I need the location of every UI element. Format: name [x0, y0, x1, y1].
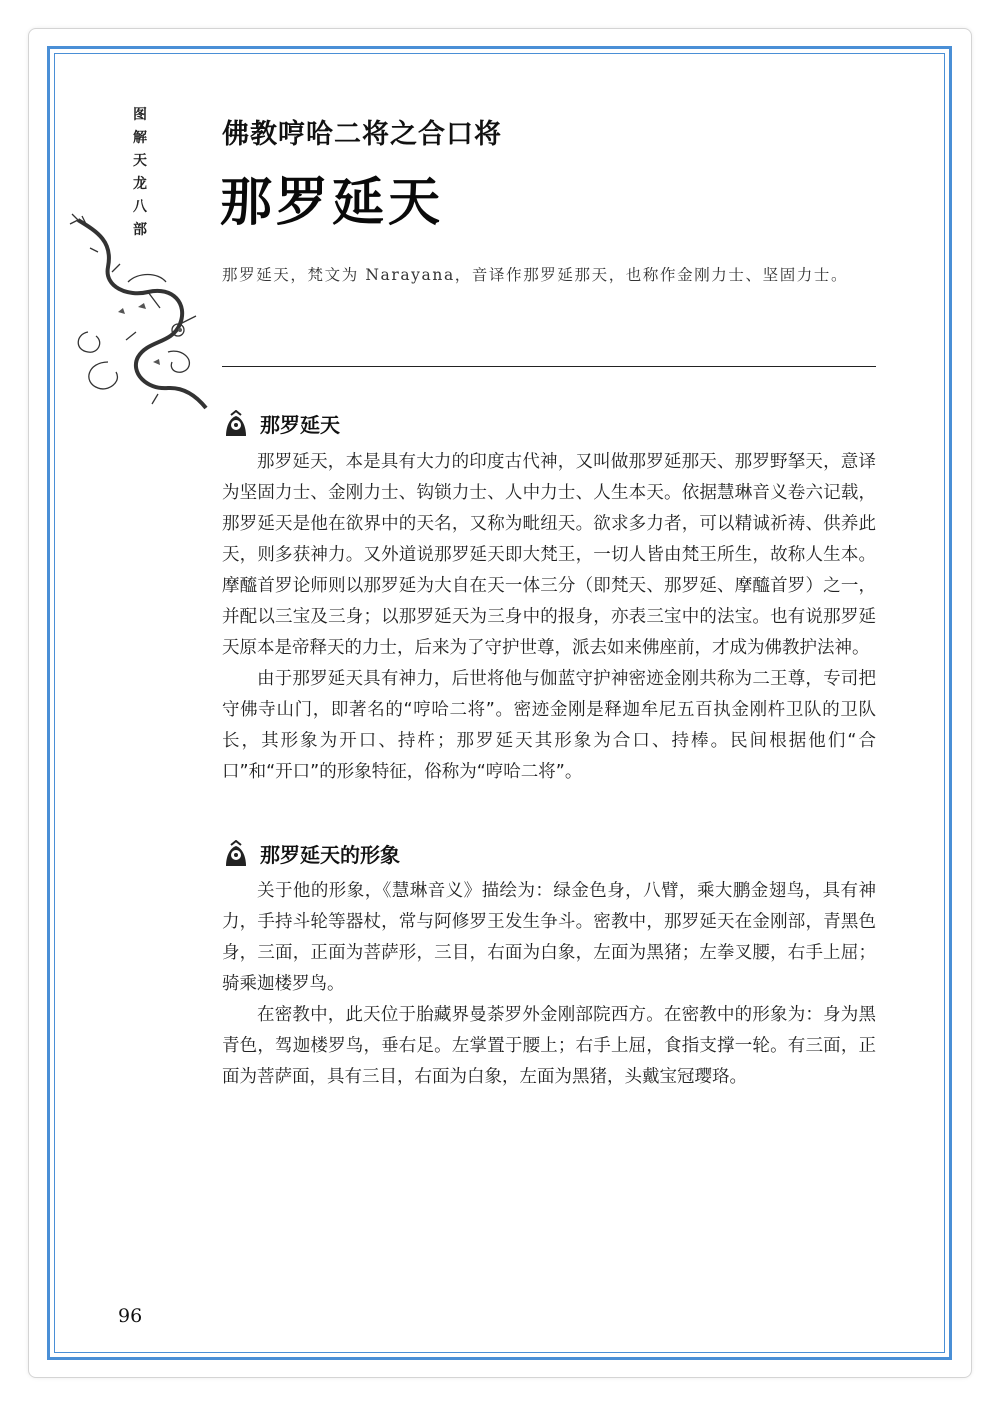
section-body-2 [222, 876, 876, 1093]
series-char: 解 [133, 130, 147, 146]
page-number: 96 [118, 1305, 143, 1327]
intro-line: 那罗延天，梵文为 Narayana，音译作那罗延那天，也称作金刚力士、坚固力士。 [222, 266, 849, 284]
series-char: 天 [133, 153, 147, 169]
series-char: 八 [133, 199, 147, 215]
dragon-illustration [68, 212, 218, 412]
deity-head-icon [222, 840, 250, 868]
series-char: 部 [133, 222, 147, 238]
section-body-1 [222, 447, 876, 788]
paragraph: 在密教中，此天位于胎藏界曼荼罗外金刚部院西方。在密教中的形象为：身为黑青色，驾迦楼罗鸟，垂右足。左掌置于腰上；右手上屈，食指支撑一轮。有三面，正面为菩萨面，具有三目，右面为白象，左面为黑猪，头戴宝冠璎珞。 [222, 1005, 876, 1087]
paragraph: 关于他的形象，《慧琳音义》描绘为：绿金色身，八臂，乘大鹏金翅鸟，具有神力，手持斗轮等器杖，常与阿修罗王发生争斗。密教中，那罗延天在金刚部，青黑色身，三面，正面为菩萨形，三目，右面为白象，左面为黑猪；左拳叉腰，右手上屈；骑乘迦楼罗鸟。 [222, 881, 876, 994]
paragraph: 那罗延天，本是具有大力的印度古代神，又叫做那罗延那天、那罗野拏天，意译为坚固力士、金刚力士、钩锁力士、人中力士、人生本天。依据慧琳音义卷六记载，那罗延天是他在欲界中的天名，又称为毗纽天。欲求多力者，可以精诚祈祷、供养此天，则多获神力。又外道说那罗延天即大梵王，一切人皆由梵王所生，故称人生本。摩醯首罗论师则以那罗延为大自在天一体三分（即梵天、那罗延、摩醯首罗）之一，并配以三宝及三身；以那罗延天为三身中的报身，亦表三宝中的法宝。也有说那罗延天原本是帝释天的力士，后来为了守护世尊，派去如来佛座前，才成为佛教护法神。 [222, 452, 876, 658]
section-heading-text: 那罗延天的形象 [260, 843, 400, 867]
paragraph: 由于那罗延天具有神力，后世将他与伽蓝守护神密迹金刚共称为二王尊，专司把守佛寺山门，即著名的“哼哈二将”。密迹金刚是释迦牟尼五百执金刚杵卫队的卫队长，其形象为开口、持杵；那罗延天其形象为合口、持棒。民间根据他们“合口”和“开口”的形象特征，俗称为“哼哈二将”。 [222, 669, 876, 782]
chapter-subtitle: 佛教哼哈二将之合口将 [222, 119, 502, 150]
page-title: 那罗延天 [220, 172, 445, 233]
section-heading-text: 那罗延天 [260, 413, 340, 437]
series-char: 龙 [133, 176, 147, 192]
section-heading-2 [222, 839, 400, 868]
divider-line [222, 366, 876, 367]
deity-head-icon [222, 410, 250, 438]
section-heading-1 [222, 409, 340, 438]
series-char: 图 [133, 107, 147, 123]
